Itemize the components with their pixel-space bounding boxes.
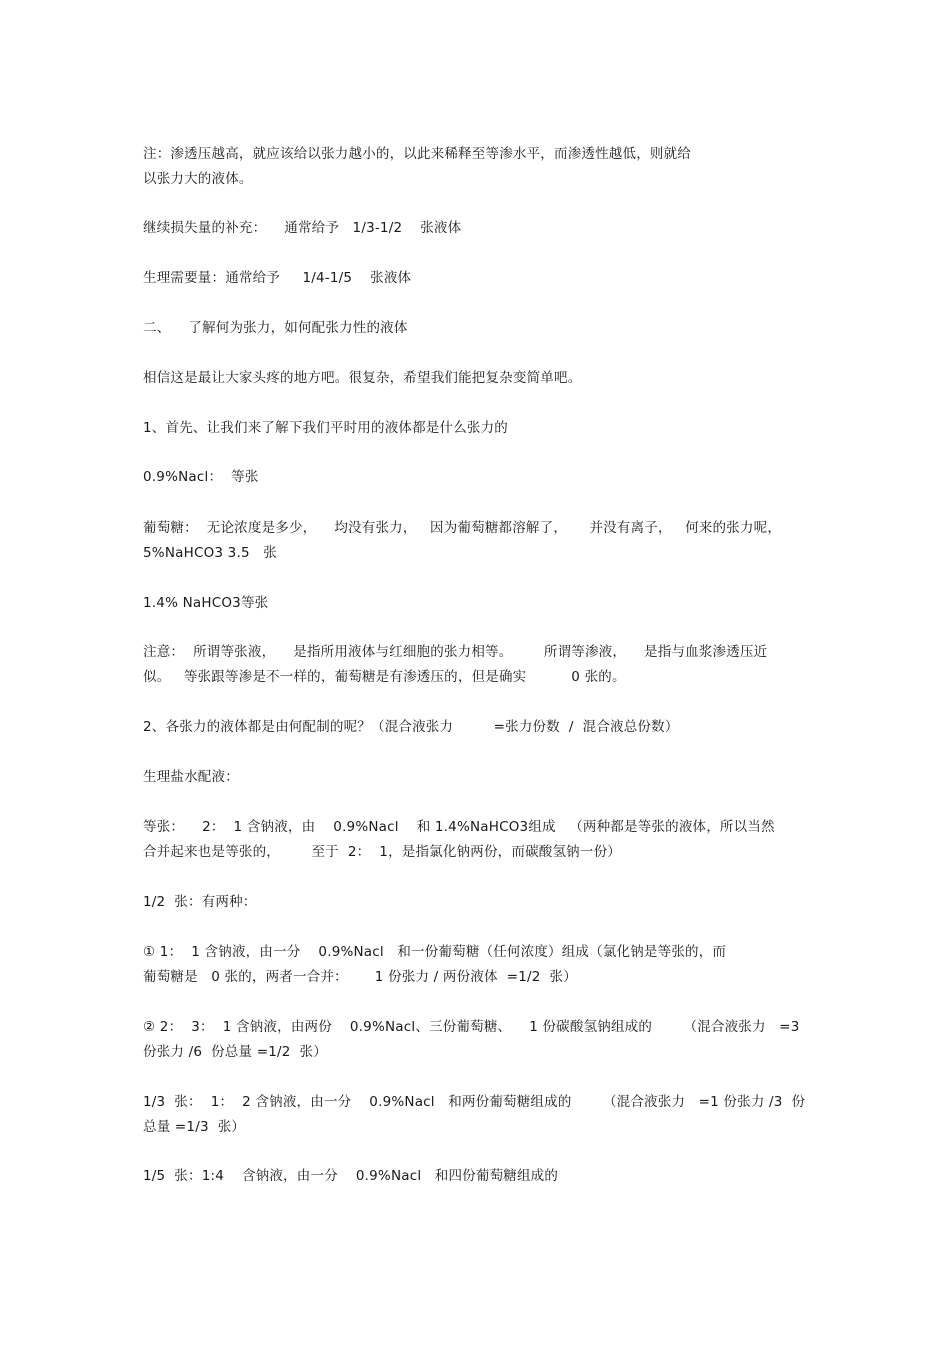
text-line: 1/2 张：有两种：	[143, 894, 257, 910]
text-line: ② 2： 3： 1 含钠液，由两份 0.9%Nacl、三份葡萄糖、 1 份碳酸氢钠组成的 （混合液张力 =3	[143, 1019, 800, 1035]
text-line: 葡萄糖： 无论浓度是多少， 均没有张力， 因为葡萄糖都溶解了， 并没有离子， 何来的张力呢，	[143, 520, 782, 536]
text-line: 等张： 2： 1 含钠液，由 0.9%Nacl 和 1.4%NaHCO3组成 （两种都是等张的液体，所以当然	[143, 819, 775, 835]
text-line: ① 1： 1 含钠液，由一分 0.9%Nacl 和一份葡萄糖（任何浓度）组成（氯化钠是等张的，而	[143, 944, 727, 960]
text-line: 0.9%Nacl： 等张	[143, 469, 259, 485]
text-line: 总量 =1/3 张）	[143, 1119, 246, 1135]
text-line: 1/5 张：1:4 含钠液，由一分 0.9%Nacl 和四份葡萄糖组成的	[143, 1168, 559, 1184]
text-line: 继续损失量的补充： 通常给予 1/3-1/2 张液体	[143, 220, 462, 236]
text-line: 注意： 所谓等张液， 是指所用液体与红细胞的张力相等。 所谓等渗液， 是指与血浆渗透压近	[143, 644, 768, 660]
text-line: 1/3 张： 1： 2 含钠液，由一分 0.9%Nacl 和两份葡萄糖组成的 （混合液张力 =1 份张力 /3 份	[143, 1094, 806, 1110]
text-line: 注：渗透压越高，就应该给以张力越小的，以此来稀释至等渗水平，而渗透性越低，则就给	[143, 146, 691, 162]
text-line: 合并起来也是等张的， 至于 2： 1，是指氯化钠两份，而碳酸氢钠一份）	[143, 844, 621, 860]
text-line: 2、各张力的液体都是由何配制的呢？（混合液张力 =张力份数 / 混合液总份数）	[143, 719, 679, 735]
text-line: 以张力大的液体。	[143, 171, 253, 187]
text-line: 1.4% NaHCO3等张	[143, 595, 269, 611]
text-line: 生理盐水配液：	[143, 769, 239, 785]
text-line: 似。 等张跟等渗是不一样的，葡萄糖是有渗透压的，但是确实 0 张的。	[143, 669, 626, 685]
text-line: 1、首先、让我们来了解下我们平时用的液体都是什么张力的	[143, 420, 508, 436]
text-line: 5%NaHCO3 3.5 张	[143, 545, 277, 561]
text-line: 葡萄糖是 0 张的，两者一合并： 1 份张力 / 两份液体 =1/2 张）	[143, 969, 577, 985]
section-heading: 二、 了解何为张力，如何配张力性的液体	[143, 320, 408, 336]
text-line: 相信这是最让大家头疼的地方吧。很复杂，希望我们能把复杂变简单吧。	[143, 370, 582, 386]
text-line: 生理需要量：通常给予 1/4-1/5 张液体	[143, 270, 412, 286]
text-line: 份张力 /6 份总量 =1/2 张）	[143, 1044, 327, 1060]
